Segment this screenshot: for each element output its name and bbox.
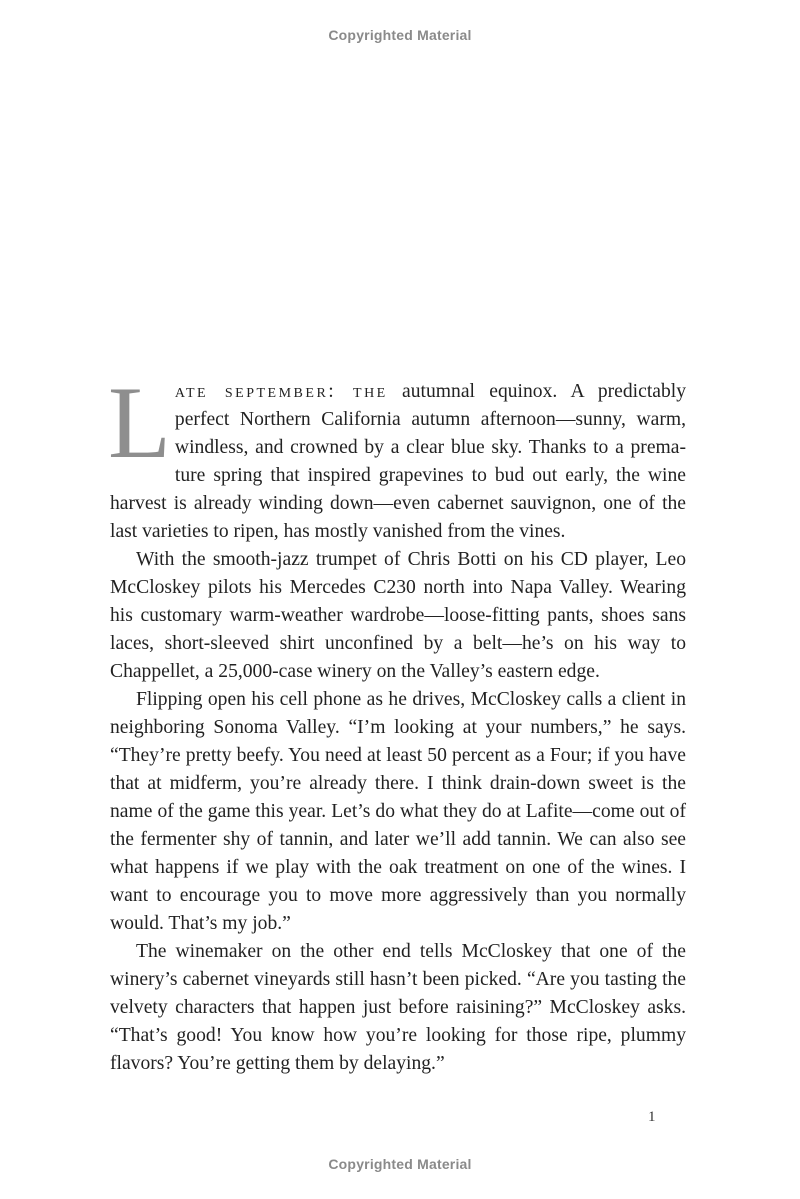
body-paragraph-4: The winemaker on the other end tells McCloskey that one of the winery’s cabernet vineyards still hasn’t been picked. “Are you tasting the velvety characters that happen just before raisining?” McCloskey asks. “That’s good! You know how you’re looking for those ripe, plummy flavors? You’re getting them by delaying.” [110, 941, 686, 1074]
copyright-watermark-bottom: Copyrighted Material [328, 1156, 472, 1172]
body-paragraph-3: Flipping open his cell phone as he drives, McCloskey calls a client in neighboring Sonoma Valley. “I’m looking at your numbers,” he says. “They’re pretty beefy. You need at least 50 percent as a Four; if you have that at midferm, you’re already there. I think drain-down sweet is the name of the game this year. Let’s do what they do at Lafite—come out of the fermenter shy of tannin, and later we’ll add tannin. We can also see what happens if we play with the oak treatment on one of the wines. I want to encourage you to move more aggressively than you normally would. That’s my job.” [110, 689, 686, 934]
chapter-body [108, 366, 686, 1078]
page-number: 1 [648, 1109, 656, 1125]
drop-cap: L [108, 366, 171, 480]
opening-paragraph [108, 366, 686, 546]
small-caps-lead: ate september: the [174, 381, 388, 402]
body-paragraph-2: With the smooth-jazz trumpet of Chris Botti on his CD player, Leo McCloskey pilots his Mercedes C230 north into Napa Valley. Wearing his customary warm-weather wardrobe—loose-fitting pants, shoes sans laces, short-sleeved shirt unconfined by a belt—he’s on his way to Chappellet, a 25,000-case winery on the Valley’s eastern edge. [110, 549, 686, 682]
copyright-watermark-top: Copyrighted Material [328, 27, 472, 43]
opening-paragraph-text: autumnal equinox. A predictably perfect Northern California autumn afternoon—sunny, warm, windless, and crowned by a clear blue sky. Thanks to a premature spring that inspired grapevines to bud out early, the wine harvest is already winding down—even cabernet sauvignon, one of the last varieties to ripen, has mostly vanished from the vines. [110, 381, 686, 542]
